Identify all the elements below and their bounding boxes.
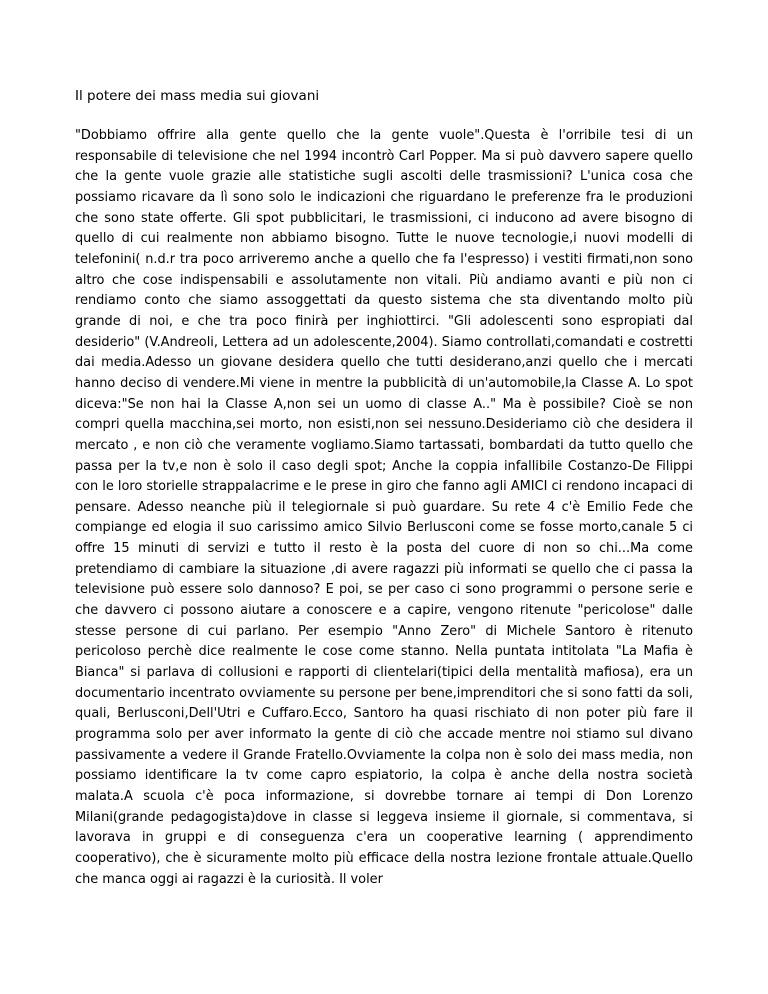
document-body-paragraph: "Dobbiamo offrire alla gente quello che la gente vuole".Questa è l'orribile tesi di un responsabile di televisione che nel 1994 incontrò Carl Popper. Ma si può davvero sapere quello che la gente vuole grazie alle statistiche sugli ascolti delle trasmissioni? L'unica cosa che possiamo ricavare da lì sono solo le indicazioni che riguardano le preferenze fra le produzioni che sono state offerte. Gli spot pubblicitari, le trasmissioni, ci inducono ad avere bisogno di quello di cui realmente non abbiamo bisogno. Tutte le nuove tecnologie,i nuovi modelli di telefonini( n.d.r tra poco arriveremo anche a quello che fa l'espresso) i vestiti firmati,non sono altro che cose indispensabili e assolutamente non vitali. Più andiamo avanti e più non ci rendiamo conto che siamo assoggettati da questo sistema che sta diventando molto più grande di noi, e che tra poco finirà per inghiottirci. "Gli adolescenti sono espropiati dal desiderio" (V.Andreoli, Lettera ad un adolescente,2004). Siamo controllati,comandati e costretti dai media.Adesso un giovane desidera quello che tutti desiderano,anzi quello che i mercati hanno deciso di vendere.Mi viene in mentre la pubblicità di un'automobile,la Classe A. Lo spot diceva:"Se non hai la Classe A,non sei un uomo di classe A.." Ma è possibile? Cioè se non compri quella macchina,sei morto, non esisti,non sei nessuno.Desideriamo ciò che desidera il mercato , e non ciò che veramente vogliamo.Siamo tartassati, bombardati da tutto quello che passa per la tv,e non è solo il caso degli spot; Anche la coppia infallibile Costanzo-De Filippi con le loro storielle strappalacrime e le prese in giro che fanno agli AMICI ci rendono incapaci di pensare. Adesso neanche più il telegiornale si può guardare. Su rete 4 c'è Emilio Fede che compiange ed elogia il suo carissimo amico Silvio Berlusconi come se fosse morto,canale 5 ci offre 15 minuti di servizi e tutto il resto è la posta del cuore di non so chi...Ma come pretendiamo di cambiare la situazione ,di avere ragazzi più informati se quello che ci passa la televisione può essere solo dannoso? E poi, se per caso ci sono programmi o persone serie e che davvero ci possono aiutare a conoscere e a capire, vengono ritenute "pericolose" dalle stesse persone di cui parlano. Per esempio "Anno Zero" di Michele Santoro è ritenuto pericoloso perchè dice realmente le cose come stanno. Nella puntata intitolata "La Mafia è Bianca" si parlava di collusioni e rapporti di clientelari(tipici della mentalità mafiosa), era un documentario incentrato ovviamente su persone per bene,imprenditori che si sono fatti da soli, quali, Berlusconi,Dell'Utri e Cuffaro.Ecco, Santoro ha quasi rischiato di non poter più fare il programma solo per aver informato la gente di ciò che accade mentre noi stiamo sul divano passivamente a vedere il Grande Fratello.Ovviamente la colpa non è solo dei mass media, non possiamo identificare la tv come capro espiatorio, la colpa è anche della nostra società malata.A scuola c'è poca informazione, si dovrebbe tornare ai tempi di Don Lorenzo Milani(grande pedagogista)dove in classe si leggeva insieme il giornale, si commentava, si lavorava in gruppi e di conseguenza c'era un cooperative learning ( apprendimento cooperativo), che è sicuramente molto più efficace della nostra lezione frontale attuale.Quello che manca oggi ai ragazzi è la curiosità. Il voler [75, 128, 693, 887]
document-title: Il potere dei mass media sui giovani [75, 88, 320, 104]
